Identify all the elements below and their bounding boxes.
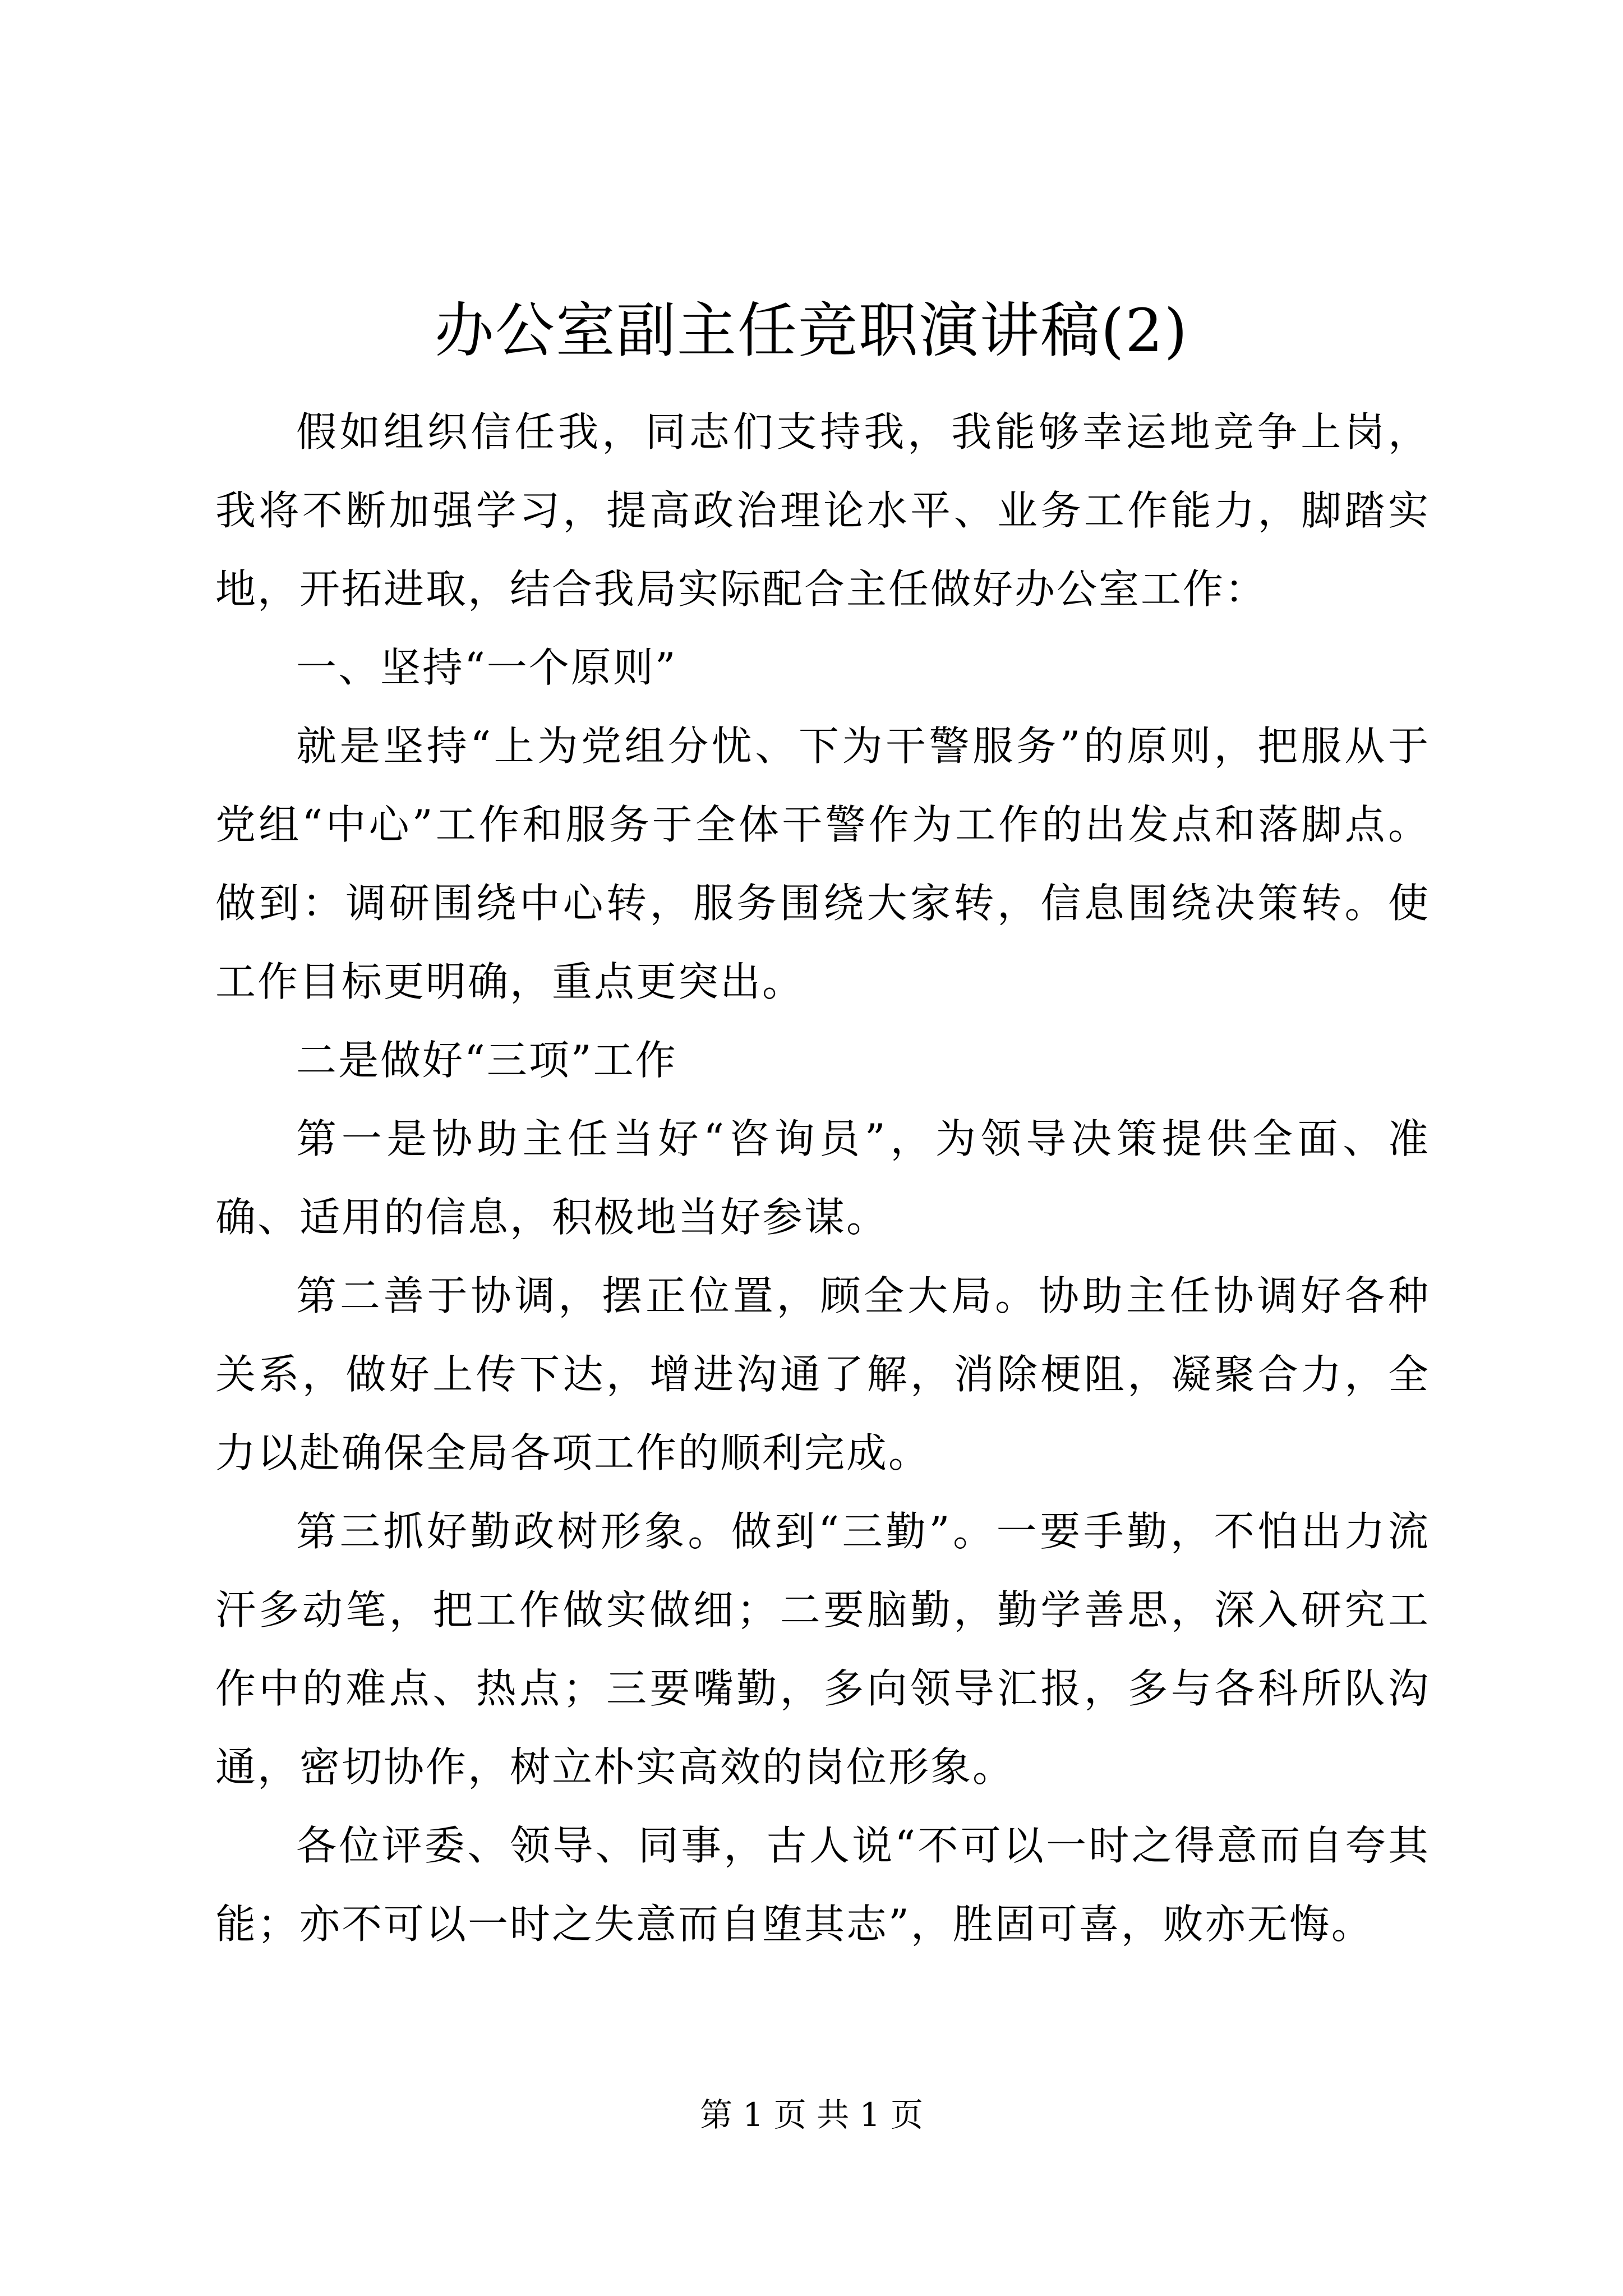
paragraph-1: 假如组织信任我，同志们支持我，我能够幸运地竞争上岗，我将不断加强学习，提高政治理论水平、业务工作能力，脚踏实地，开拓进取，结合我局实际配合主任做好办公室工作：	[215, 408, 1430, 613]
paragraph-4: 第二善于协调，摆正位置，顾全大局。协助主任协调好各种关系，做好上传下达，增进沟通了解，消除梗阻，凝聚合力，全力以赴确保全局各项工作的顺利完成。	[215, 1272, 1430, 1476]
paragraph-3: 第一是协助主任当好“咨询员”，为领导决策提供全面、准确、适用的信息，积极地当好参谋。	[215, 1115, 1430, 1241]
document-body	[215, 393, 1430, 1963]
document-title: 办公室副主任竞职演讲稿(2)	[434, 296, 1189, 365]
section-heading-1: 一、坚持“一个原则”	[296, 644, 677, 691]
paragraph-6: 各位评委、领导、同事，古人说“不可以一时之得意而自夸其能；亦不可以一时之失意而自堕其志”，胜固可喜，败亦无悔。	[215, 1822, 1430, 1948]
page-footer: 第 1 页 共 1 页	[700, 2096, 923, 2134]
paragraph-5: 第三抓好勤政树形象。做到“三勤”。一要手勤，不怕出力流汗多动笔，把工作做实做细；二要脑勤，勤学善思，深入研究工作中的难点、热点；三要嘴勤，多向领导汇报，多与各科所队沟通，密切协作，树立朴实高效的岗位形象。	[215, 1508, 1430, 1791]
section-heading-2: 二是做好“三项”工作	[296, 1037, 677, 1084]
paragraph-2: 就是坚持“上为党组分忧、下为干警服务”的原则，把服从于党组“中心”工作和服务于全体干警作为工作的出发点和落脚点。做到：调研围绕中心转，服务围绕大家转，信息围绕决策转。使工作目标更明确，重点更突出。	[215, 723, 1430, 1005]
